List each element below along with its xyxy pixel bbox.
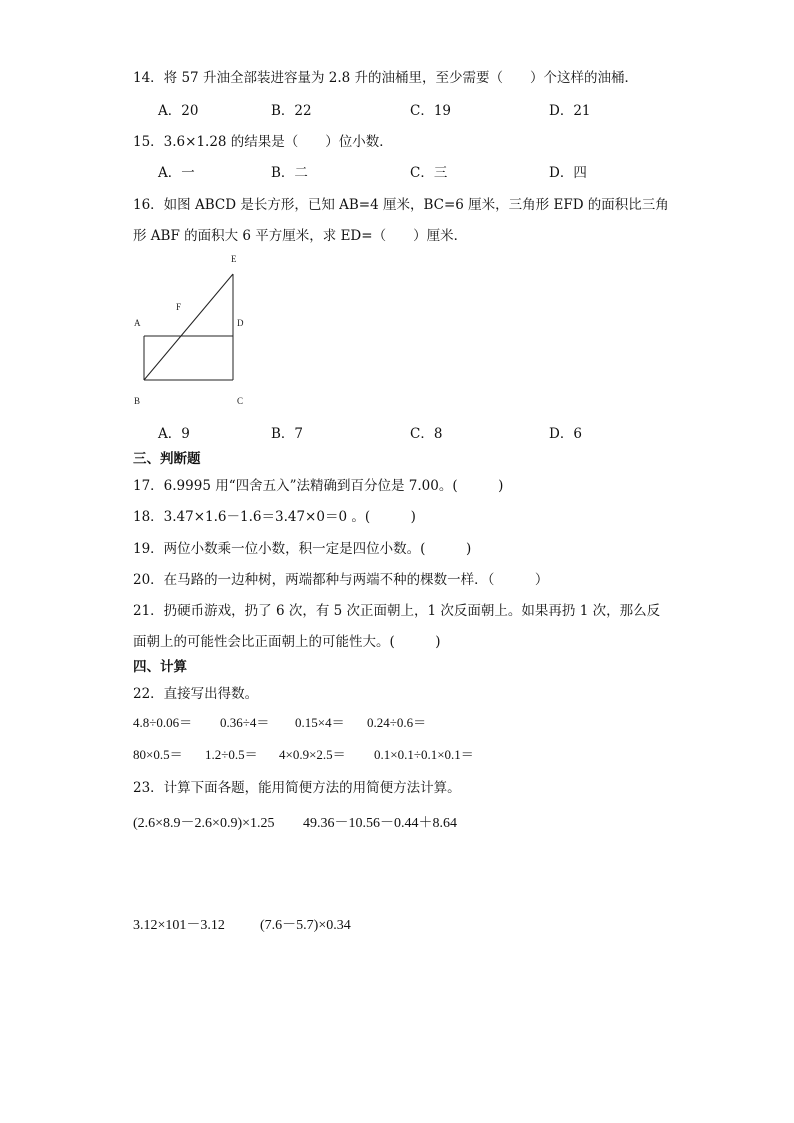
q16-option-b: B．7 xyxy=(271,426,304,442)
q23-expr-3: 3.12×101－3.12 xyxy=(133,918,225,933)
q22-expr-5: 80×0.5＝ xyxy=(133,747,183,762)
q22-expr-7: 4×0.9×2.5＝ xyxy=(279,747,346,762)
q22-expr-4: 0.24÷0.6＝ xyxy=(367,715,427,730)
question-14: 14．将 57 升油全部装进容量为 2.8 升的油桶里，至少需要（ ）个这样的油桶． xyxy=(133,70,638,86)
line-be-diagonal xyxy=(144,274,233,380)
question-16-line-1: 16．如图 ABCD 是长方形，已知 AB=4 厘米，BC=6 厘米，三角形 EFD 的面积比三角 xyxy=(133,197,669,213)
q14-option-a: A．20 xyxy=(158,103,199,119)
label-a: A xyxy=(134,318,141,328)
question-22-title: 22．直接写出得数。 xyxy=(133,686,259,702)
question-16-line-2: 形 ABF 的面积大 6 平方厘米，求 ED=（ ）厘米． xyxy=(133,228,468,244)
q16-option-a: A．9 xyxy=(158,426,190,442)
q16-option-c: C．8 xyxy=(410,426,443,442)
label-e: E xyxy=(231,254,237,264)
section-title-judgement: 三、判断题 xyxy=(133,451,201,467)
question-23-title: 23．计算下面各题，能用简便方法的用简便方法计算。 xyxy=(133,780,461,796)
question-15: 15．3.6×1.28 的结果是（ ）位小数． xyxy=(133,134,393,150)
q23-expr-2: 49.36－10.56－0.44＋8.64 xyxy=(303,816,457,831)
q22-expr-8: 0.1×0.1÷0.1×0.1＝ xyxy=(374,747,474,762)
q15-option-a: A．一 xyxy=(158,165,195,181)
label-f: F xyxy=(176,302,182,312)
q14-option-c: C．19 xyxy=(410,103,452,119)
q22-expr-2: 0.36÷4＝ xyxy=(220,715,270,730)
q22-expr-1: 4.8÷0.06＝ xyxy=(133,715,193,730)
question-21-line-2: 面朝上的可能性会比正面朝上的可能性大。( ) xyxy=(133,634,441,650)
q14-option-d: D．21 xyxy=(549,103,591,119)
question-21-line-1: 21．扔硬币游戏，扔了 6 次，有 5 次正面朝上，1 次反面朝上。如果再扔 1 次，那么反 xyxy=(133,603,661,619)
q15-option-d: D．四 xyxy=(549,165,587,181)
q23-expr-4: (7.6－5.7)×0.34 xyxy=(260,918,351,933)
q15-option-c: C．三 xyxy=(410,165,448,181)
rectangle-figure xyxy=(125,250,265,410)
q15-option-b: B．二 xyxy=(271,165,308,181)
label-b: B xyxy=(134,396,141,406)
question-18: 18．3.47×1.6－1.6＝3.47×0＝0 。( ) xyxy=(133,509,416,525)
question-19: 19．两位小数乘一位小数，积一定是四位小数。( ) xyxy=(133,541,472,557)
question-17: 17．6.9995 用“四舍五入”法精确到百分位是 7.00。( ) xyxy=(133,478,504,494)
q14-option-b: B．22 xyxy=(271,103,312,119)
question-20: 20．在马路的一边种树，两端都种与两端不种的棵数一样．（ ） xyxy=(133,572,549,588)
q23-expr-1: (2.6×8.9－2.6×0.9)×1.25 xyxy=(133,816,275,831)
label-c: C xyxy=(237,396,244,406)
label-d: D xyxy=(237,318,244,328)
q22-expr-6: 1.2÷0.5＝ xyxy=(205,747,258,762)
q16-option-d: D．6 xyxy=(549,426,582,442)
q22-expr-3: 0.15×4＝ xyxy=(295,715,345,730)
section-title-calculation: 四、计算 xyxy=(133,659,187,675)
